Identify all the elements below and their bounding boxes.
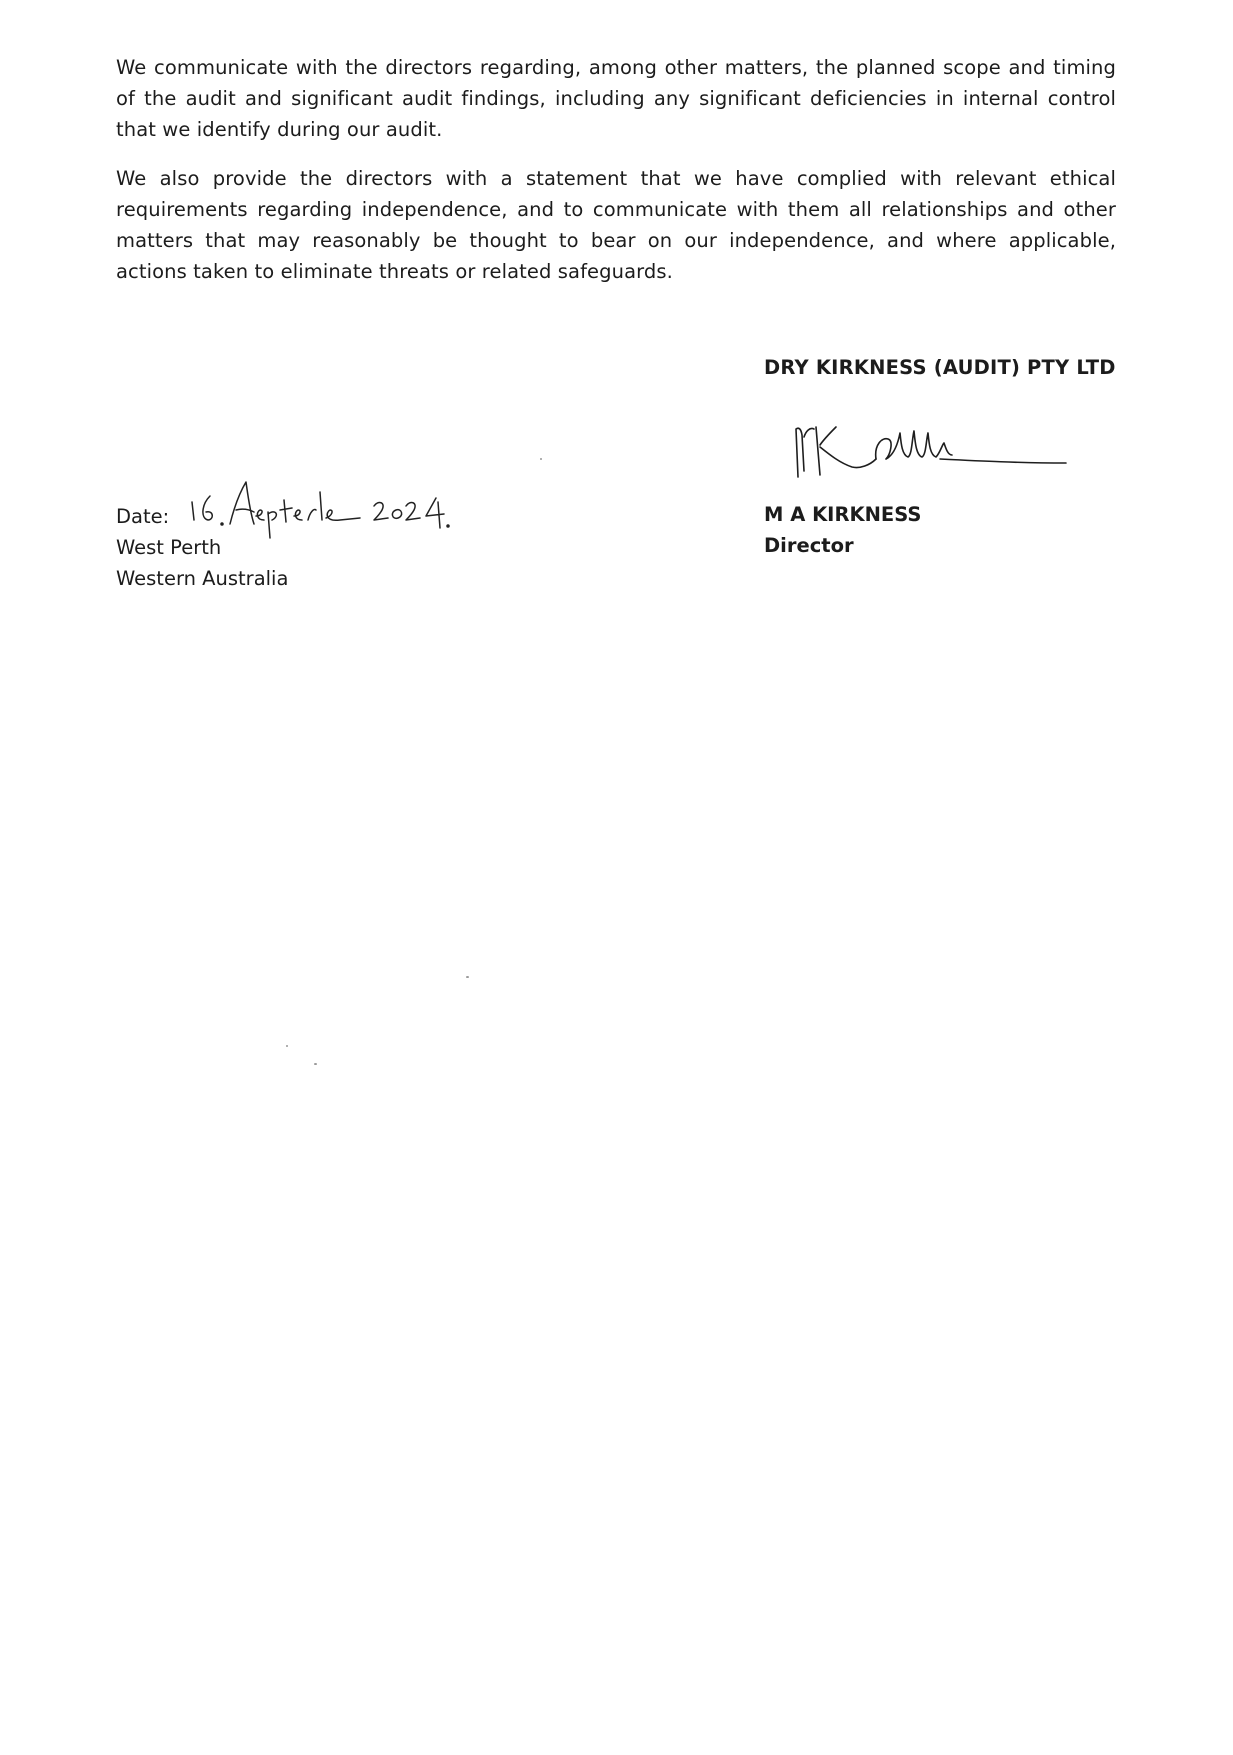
state: Western Australia [116, 567, 289, 590]
scan-speck [540, 458, 542, 460]
scan-speck [286, 1045, 288, 1047]
handwritten-signature [790, 415, 1070, 487]
firm-name: DRY KIRKNESS (AUDIT) PTY LTD [764, 356, 1116, 379]
scan-speck [314, 1063, 317, 1065]
city: West Perth [116, 536, 222, 559]
scan-speck [466, 976, 469, 978]
signer-name: M A KIRKNESS [764, 503, 922, 526]
body-paragraph-1: We communicate with the directors regarding, among other matters, the planned scope and timing of the audit and significant audit findings, including any significant deficiencies in internal control that we identify during our audit. [116, 56, 1116, 141]
signer-title: Director [764, 534, 854, 557]
body-paragraph-2: We also provide the directors with a statement that we have complied with relevant ethical requirements regarding independence, and to communicate with them all relationships and other matters that may reasonably be thought to bear on our independence, and where applicable, actions taken to eliminate threats or related safeguards. [116, 167, 1116, 283]
date-label: Date: [116, 505, 170, 528]
